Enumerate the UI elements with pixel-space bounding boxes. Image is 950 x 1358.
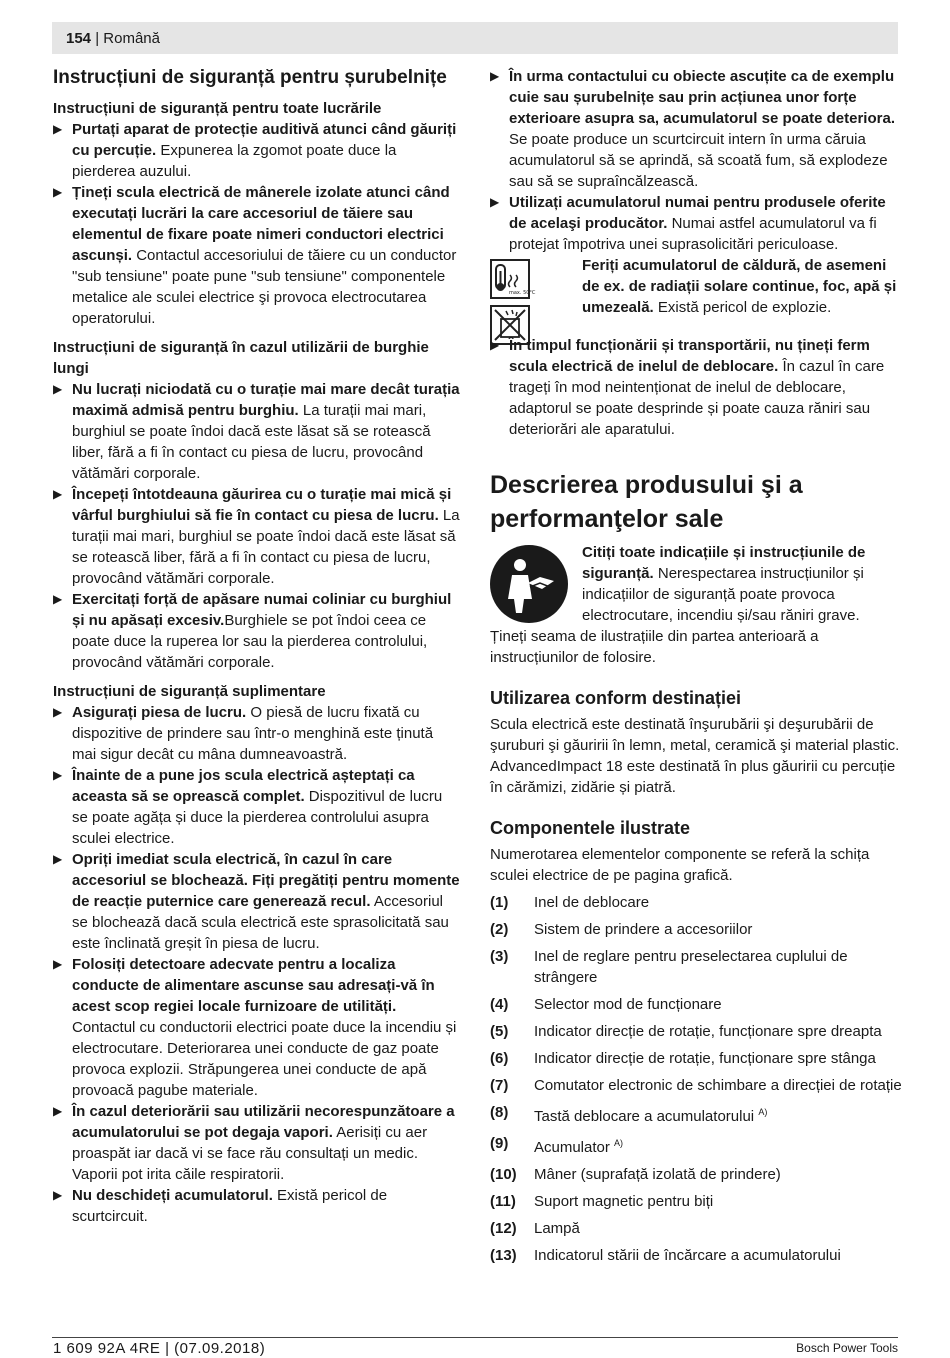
component-number: (13) <box>490 1247 517 1264</box>
component-item <box>490 1218 902 1239</box>
safety-item: ▶ Nu deschideți acumulatorul. Există pericol de scurtcircuit. <box>53 1185 461 1227</box>
subheading-all-work: Instrucțiuni de siguranță pentru toate lucrările <box>53 100 382 117</box>
component-number: (12) <box>490 1220 517 1237</box>
component-item <box>490 1102 902 1127</box>
component-number: (1) <box>490 894 509 911</box>
read-manual-icon <box>490 545 568 623</box>
footnote-marker: A) <box>758 1107 768 1117</box>
safety-item: ▶ În urma contactului cu obiecte ascuțite ca de exemplu cuie sau șurubelnițe sau prin acțiunea unor forțe exterioare asupra sa, acumulatorul se poate deteriora. Se poate produce un scurtcircuit intern în urma căruia acumulatorul să se aprindă, să scoată fum, să explodeze sau să se supraîncălzească. <box>490 66 902 192</box>
safety-item: ▶ Nu lucrați niciodată cu o turație mai mare decât turația maximă admisă pentru burghiu. La turații mai mari, burghiul se poate îndoi dacă este lăsat să se rotească liber, fără a fi în contact cu piesa de lucru, provocând vătămări corporale. <box>53 379 461 484</box>
safety-item: ▶ Folosiți detectoare adecvate pentru a localiza conducte de alimentare ascunse sau adresați-vă în acest scop regiei locale furnizoare de utilități. Contactul cu conductorii electrici poate duce la incendiu și electrocutare. Deteriorarea unei conducte de gaz poate provoca explozii. Străpungerea unei conducte de apă provoacă pagube materiale. <box>53 954 461 1101</box>
read-instructions-block <box>490 542 902 626</box>
safety-item: ▶ Înainte de a pune jos scula electrică așteptați ca aceasta să se oprească complet. Dispozitivul de lucru se poate agăța și duce la pierderea controlului asupra sculei electrice. <box>53 765 461 849</box>
component-number: (7) <box>490 1077 509 1094</box>
safety-item: ▶ În timpul funcționării și transportării, nu țineți ferm scula electrică de inelul de deblocare. În cazul în care trageți în mod neintenționat de inelul de deblocare, adaptorul se poate desprinde și poate cauza răniri sau deteriorări ale aparatului. <box>490 335 902 440</box>
component-number: (3) <box>490 948 509 965</box>
temperature-warning-icon <box>490 259 536 299</box>
component-label: Inel de deblocare <box>534 894 650 911</box>
page-header <box>66 30 160 48</box>
safety-item: ▶ Începeți întotdeauna găurirea cu o turație mai mică și vârful burghiului să fie în contact cu piesa de lucru. La turații mai mari, burghiul se poate îndoi dacă este lăsat să se rotească liber, fără a fi în contact cu piesa de lucru, provocând vătămări corporale. <box>53 484 461 589</box>
left-column <box>53 66 461 1227</box>
right-column <box>490 66 902 1266</box>
page-number: 154 <box>66 30 92 47</box>
safety-item: ▶ Exercitați forță de apăsare numai coliniar cu burghiul și nu apăsați excesiv.Burghiele se pot îndoi ceea ce poate duce la ruperea lor sau la pierderea controlului, provocând vătămări corporale. <box>53 589 461 673</box>
subheading-additional: Instrucțiuni de siguranță suplimentare <box>53 683 326 700</box>
component-item <box>490 1245 902 1266</box>
component-label: Lampă <box>534 1220 580 1237</box>
component-item <box>490 1164 902 1185</box>
components-heading: Componentele ilustrate <box>490 818 691 838</box>
footer-document-id: 1 609 92A 4RE | (07.09.2018) <box>53 1340 266 1357</box>
component-label: Acumulator $^{A)}$ <box>534 1138 624 1156</box>
component-item <box>490 1048 902 1069</box>
safety-item: ▶ În cazul deteriorării sau utilizării necorespunzătoare a acumulatorului se pot degaja vapori. Aerisiți cu aer proaspăt iar dacă vi se face rău consultați un medic. Vaporii pot irita căile respiratorii. <box>53 1101 461 1185</box>
component-item <box>490 919 902 940</box>
component-item <box>490 892 902 913</box>
heat-warning-block <box>490 255 902 319</box>
section-title-screwdriver-safety: Instrucțiuni de siguranță pentru șurubelnițe <box>53 67 447 88</box>
safety-item: ▶ Asigurați piesa de lucru. O piesă de lucru fixată cu dispozitive de prindere sau într-o menghină este ținută mai sigur decât cu mâna dumneavoastră. <box>53 702 461 765</box>
component-item <box>490 1075 902 1096</box>
safety-item: ▶ Utilizați acumulatorul numai pentru produsele oferite de acelaşi producător. Numai astfel acumulatorul va fi protejat împotriva unei suprasolicitări periculoase. <box>490 192 902 255</box>
footnote-marker: A) <box>614 1138 624 1148</box>
footer-brand: Bosch Power Tools <box>796 1341 898 1355</box>
component-item <box>490 1191 902 1212</box>
component-number: (2) <box>490 921 509 938</box>
component-label: Suport magnetic pentru biți <box>534 1193 714 1210</box>
safety-item: ▶ Purtați aparat de protecție auditivă atunci când găuriți cu percuție. Expunerea la zgomot poate duce la pierderea auzului. <box>53 119 461 182</box>
component-number: (4) <box>490 996 509 1013</box>
component-item <box>490 946 902 988</box>
components-list <box>490 892 902 1266</box>
component-item <box>490 1021 902 1042</box>
component-label: Comutator electronic de schimbare a direcției de rotație <box>534 1077 902 1094</box>
header-separator: | <box>95 30 100 47</box>
page-header-bar <box>52 22 898 54</box>
safety-item: ▶ Opriți imediat scula electrică, în cazul în care accesoriul se blochează. Fiți pregătiți pentru momente de reacție puternice care generează recul. Accesoriul se blochează dacă scula electrică este sprasolicitată sau este înclinată greșit în piesa de lucru. <box>53 849 461 954</box>
component-label: Indicator direcție de rotație, funcționare spre stânga <box>534 1050 876 1067</box>
component-number: (10) <box>490 1166 517 1183</box>
component-item <box>490 1133 902 1158</box>
intended-use-heading: Utilizarea conform destinației <box>490 688 742 708</box>
safety-item: ▶ Țineți scula electrică de mânerele izolate atunci când executați lucrări la care accesoriul de tăiere sau elementul de fixare poate nimeri conductori electrici ascunși. Contactul accesoriului de tăiere cu un conductor "sub tensiune" poate pune "sub tensiune" componentele metalice ale sculei electrice şi provoca electrocutarea operatorului. <box>53 182 461 329</box>
intended-use-text: Scula electrică este destinată înşurubării şi deşurubării de şuruburi şi găuririi în lemn, metal, ceramică şi material plastic. AdvancedImpact 18 este destinată în plus găuririi cu percuție în cărămizi, zidărie și piatră. <box>490 716 900 796</box>
component-label: Mâner (suprafață izolată de prindere) <box>534 1166 781 1183</box>
component-label: Indicator direcție de rotație, funcționare spre dreapta <box>534 1023 882 1040</box>
illustrations-note: Țineți seama de ilustrațiile din partea anterioară a instrucțiunilor de folosire. <box>490 628 819 666</box>
heat-warning-text: Feriți acumulatorul de căldură, de asemeni de ex. de radiații solare continue, foc, apă și umezeală. Există pericol de explozie. <box>582 257 897 316</box>
component-label: Inel de reglare pentru preselectarea cuplului de strângere <box>534 948 848 986</box>
component-label: Selector mod de funcționare <box>534 996 722 1013</box>
component-label: Indicatorul stării de încărcare a acumulatorului <box>534 1247 841 1264</box>
components-intro: Numerotarea elementelor componente se referă la schița sculei electrice de pe pagina grafică. <box>490 846 870 884</box>
max-temp-label: max. 50°C <box>509 290 536 296</box>
read-instructions-text: Citiți toate indicațiile și instrucțiunile de siguranță. Nerespectarea instrucțiunilor și indicațiilor de siguranță poate provoca electrocutare, incendiu și/sau răniri grave. <box>582 544 866 624</box>
component-number: (8) <box>490 1104 509 1121</box>
component-number: (9) <box>490 1135 509 1152</box>
component-number: (5) <box>490 1023 509 1040</box>
header-language: Română <box>103 30 160 47</box>
footer-rule <box>52 1337 898 1338</box>
product-description-heading: Descrierea produsului şi a performanţelor sale <box>490 471 803 533</box>
component-number: (11) <box>490 1193 516 1210</box>
component-label: Tastă deblocare a acumulatorului $^{A)}$ <box>534 1107 768 1125</box>
component-label: Sistem de prindere a accesoriilor <box>534 921 753 938</box>
component-number: (6) <box>490 1050 509 1067</box>
component-item <box>490 994 902 1015</box>
subheading-long-drills: Instrucțiuni de siguranță în cazul utilizării de burghie lungi <box>53 339 429 377</box>
